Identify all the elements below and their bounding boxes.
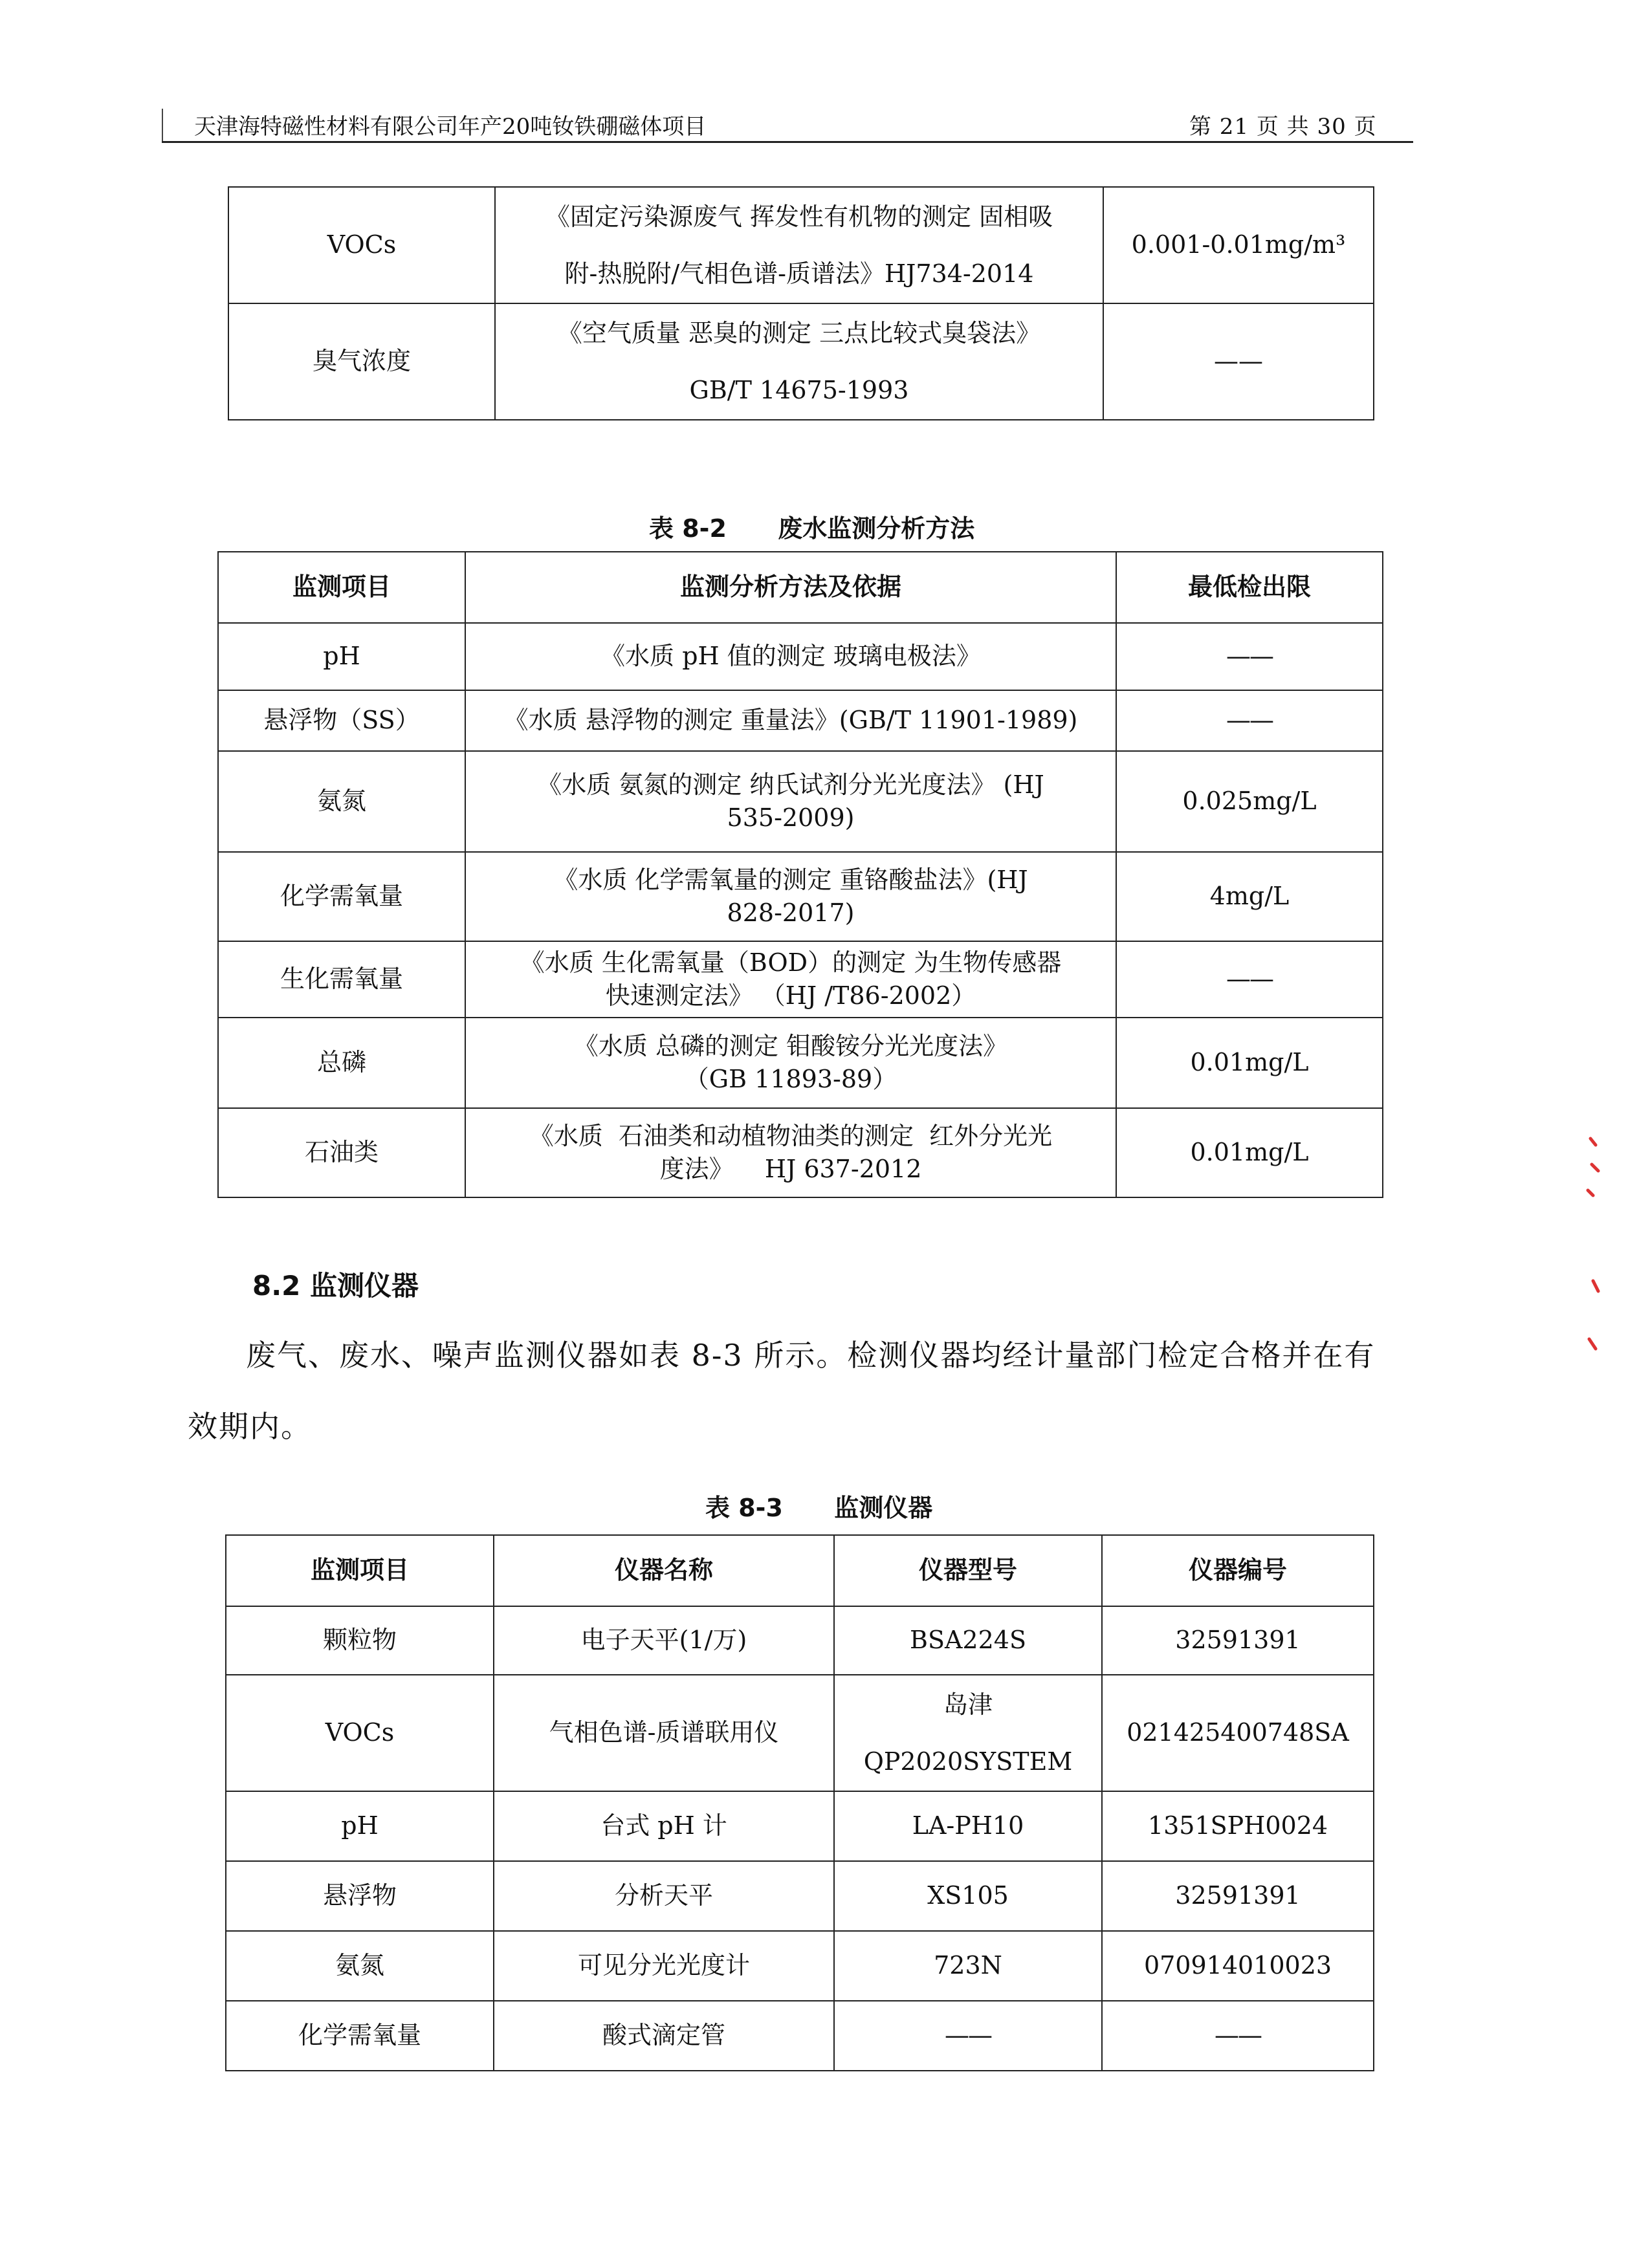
method-line: 《固定污染源废气 挥发性有机物的测定 固相吸 bbox=[545, 202, 1053, 231]
method-cell bbox=[465, 852, 1116, 941]
method-line: 快速测定法》 （HJ /T86-2002） bbox=[605, 981, 976, 1010]
instrument-name-cell: 气相色谱-质谱联用仪 bbox=[494, 1675, 834, 1791]
table-8-3-caption: 表 8-3 监测仪器 bbox=[705, 1494, 933, 1522]
section-paragraph bbox=[188, 1320, 1417, 1462]
instrument-serial-cell: 32591391 bbox=[1102, 1861, 1374, 1931]
monitoring-item-cell: 悬浮物 bbox=[226, 1861, 494, 1931]
column-header: 监测项目 bbox=[218, 552, 465, 623]
method-cell bbox=[495, 303, 1103, 420]
model-line: 岛津 bbox=[943, 1690, 993, 1719]
table-row bbox=[218, 690, 1383, 751]
instrument-name-cell: 分析天平 bbox=[494, 1861, 834, 1931]
air-methods-table-continued bbox=[228, 186, 1374, 420]
method-cell bbox=[465, 1018, 1116, 1108]
method-line: 《水质 化学需氧量的测定 重铬酸盐法》(HJ bbox=[553, 865, 1028, 894]
method-cell: 《水质 pH 值的测定 玻璃电极法》 bbox=[465, 623, 1116, 690]
method-line: 535-2009) bbox=[727, 803, 855, 832]
table-row bbox=[218, 941, 1383, 1018]
header-divider bbox=[162, 141, 1413, 143]
method-line: 《空气质量 恶臭的测定 三点比较式臭袋法》 bbox=[557, 319, 1041, 347]
table-row bbox=[218, 751, 1383, 852]
table-row bbox=[228, 303, 1374, 420]
model-line: QP2020SYSTEM bbox=[863, 1747, 1073, 1776]
instrument-name-cell: 台式 pH 计 bbox=[494, 1791, 834, 1861]
detection-limit-cell: —— bbox=[1116, 623, 1383, 690]
instrument-serial-cell: 1351SPH0024 bbox=[1102, 1791, 1374, 1861]
table-row bbox=[218, 852, 1383, 941]
table-row bbox=[226, 1931, 1374, 2001]
instrument-serial-cell: 070914010023 bbox=[1102, 1931, 1374, 2001]
detection-limit-cell: —— bbox=[1116, 690, 1383, 751]
instrument-name-cell: 可见分光光度计 bbox=[494, 1931, 834, 2001]
monitoring-item-cell: VOCs bbox=[228, 187, 495, 303]
wastewater-methods-table bbox=[217, 551, 1383, 1198]
monitoring-item-cell: 总磷 bbox=[218, 1018, 465, 1108]
method-line: （GB 11893-89） bbox=[684, 1065, 897, 1093]
method-cell: 《水质 悬浮物的测定 重量法》(GB/T 11901-1989) bbox=[465, 690, 1116, 751]
column-header: 监测项目 bbox=[226, 1535, 494, 1606]
monitoring-item-cell: 化学需氧量 bbox=[226, 2001, 494, 2071]
table-row bbox=[226, 1791, 1374, 1861]
instrument-model-cell: BSA224S bbox=[834, 1606, 1102, 1675]
table-row bbox=[226, 1606, 1374, 1675]
monitoring-item-cell: 氨氮 bbox=[218, 751, 465, 852]
detection-limit-cell: 4mg/L bbox=[1116, 852, 1383, 941]
instruments-table bbox=[225, 1534, 1374, 2071]
instrument-name-cell: 酸式滴定管 bbox=[494, 2001, 834, 2071]
column-header: 监测分析方法及依据 bbox=[465, 552, 1116, 623]
monitoring-item-cell: pH bbox=[218, 623, 465, 690]
instrument-name-cell: 电子天平(1/万) bbox=[494, 1606, 834, 1675]
paragraph-line: 废气、废水、噪声监测仪器如表 8-3 所示。检测仪器均经计量部门检定合格并在有 bbox=[246, 1338, 1376, 1373]
instrument-serial-cell: 021425400748SA bbox=[1102, 1675, 1374, 1791]
column-header: 仪器编号 bbox=[1102, 1535, 1374, 1606]
table-row bbox=[226, 1675, 1374, 1791]
table-8-2-caption: 表 8-2 废水监测分析方法 bbox=[649, 514, 975, 543]
monitoring-item-cell: 悬浮物（SS） bbox=[218, 690, 465, 751]
instrument-serial-cell: —— bbox=[1102, 2001, 1374, 2071]
column-header: 仪器名称 bbox=[494, 1535, 834, 1606]
instrument-serial-cell: 32591391 bbox=[1102, 1606, 1374, 1675]
method-line: GB/T 14675-1993 bbox=[689, 376, 909, 404]
table-row bbox=[218, 1108, 1383, 1197]
detection-limit-cell: —— bbox=[1116, 941, 1383, 1018]
detection-limit-cell: —— bbox=[1103, 303, 1374, 420]
document-title: 天津海特磁性材料有限公司年产20吨钕铁硼磁体项目 bbox=[194, 114, 707, 140]
method-line: 度法》 HJ 637-2012 bbox=[659, 1155, 922, 1183]
method-cell bbox=[465, 751, 1116, 852]
method-cell bbox=[465, 1108, 1116, 1197]
method-line: 《水质 氨氮的测定 纳氏试剂分光光度法》 (HJ bbox=[537, 770, 1044, 799]
section-heading: 8.2 监测仪器 bbox=[252, 1270, 419, 1302]
instrument-model-cell bbox=[834, 1675, 1102, 1791]
detection-limit-cell: 0.01mg/L bbox=[1116, 1018, 1383, 1108]
method-cell bbox=[465, 941, 1116, 1018]
column-header: 仪器型号 bbox=[834, 1535, 1102, 1606]
page-number: 第 21 页 共 30 页 bbox=[1189, 114, 1377, 140]
method-cell bbox=[495, 187, 1103, 303]
method-line: 附-热脱附/气相色谱-质谱法》HJ734-2014 bbox=[564, 259, 1034, 288]
monitoring-item-cell: 氨氮 bbox=[226, 1931, 494, 2001]
method-line: 《水质 生化需氧量（BOD）的测定 为生物传感器 bbox=[520, 948, 1062, 977]
monitoring-item-cell: 颗粒物 bbox=[226, 1606, 494, 1675]
paragraph-line: 效期内。 bbox=[188, 1409, 312, 1444]
table-row bbox=[218, 623, 1383, 690]
method-line: 《水质 总磷的测定 钼酸铵分光光度法》 bbox=[573, 1031, 1008, 1060]
table-row bbox=[218, 1018, 1383, 1108]
monitoring-item-cell: pH bbox=[226, 1791, 494, 1861]
column-header: 最低检出限 bbox=[1116, 552, 1383, 623]
table-header-row bbox=[226, 1535, 1374, 1606]
detection-limit-cell: 0.01mg/L bbox=[1116, 1108, 1383, 1197]
instrument-model-cell: LA-PH10 bbox=[834, 1791, 1102, 1861]
table-row bbox=[226, 1861, 1374, 1931]
monitoring-item-cell: 生化需氧量 bbox=[218, 941, 465, 1018]
method-line: 《水质 石油类和动植物油类的测定 红外分光光 bbox=[529, 1121, 1053, 1150]
table-row bbox=[228, 187, 1374, 303]
table-row bbox=[226, 2001, 1374, 2071]
instrument-model-cell: —— bbox=[834, 2001, 1102, 2071]
instrument-model-cell: 723N bbox=[834, 1931, 1102, 2001]
method-line: 828-2017) bbox=[727, 899, 855, 927]
detection-limit-cell: 0.001-0.01mg/m³ bbox=[1103, 187, 1374, 303]
detection-limit-cell: 0.025mg/L bbox=[1116, 751, 1383, 852]
header-margin-mark bbox=[162, 109, 163, 142]
table-header-row bbox=[218, 552, 1383, 623]
stamp-edge-marks bbox=[1579, 1126, 1605, 1371]
monitoring-item-cell: VOCs bbox=[226, 1675, 494, 1791]
monitoring-item-cell: 化学需氧量 bbox=[218, 852, 465, 941]
monitoring-item-cell: 石油类 bbox=[218, 1108, 465, 1197]
monitoring-item-cell: 臭气浓度 bbox=[228, 303, 495, 420]
instrument-model-cell: XS105 bbox=[834, 1861, 1102, 1931]
